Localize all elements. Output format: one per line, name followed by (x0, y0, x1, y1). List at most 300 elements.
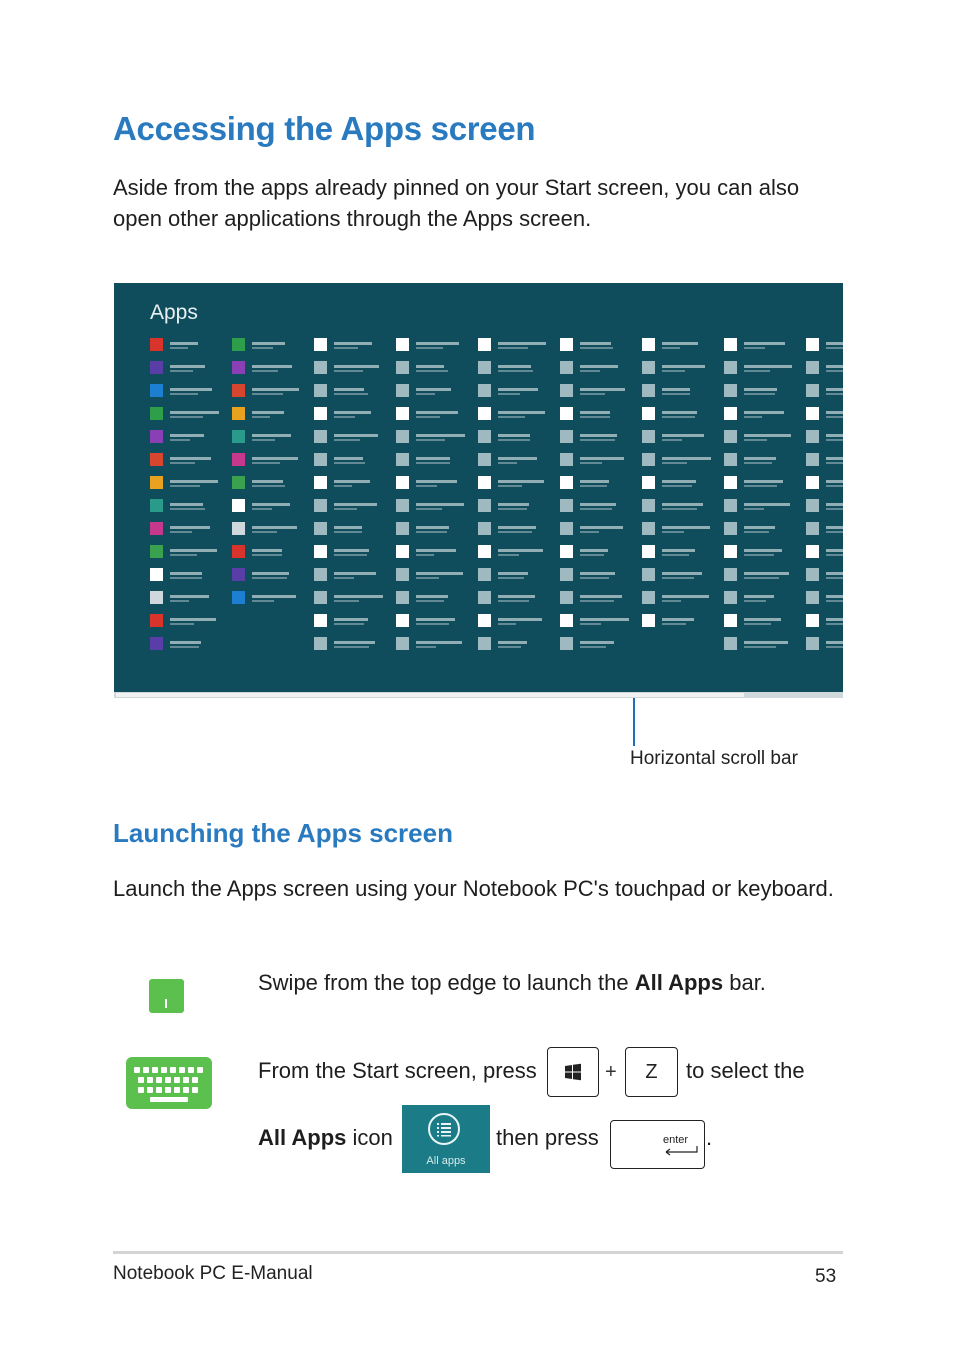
app-list-item[interactable] (150, 591, 230, 605)
app-list-item[interactable] (806, 407, 843, 421)
app-icon (806, 384, 819, 397)
app-icon (806, 614, 819, 627)
app-icon (642, 453, 655, 466)
app-list-item[interactable] (560, 591, 640, 605)
app-icon (806, 407, 819, 420)
app-list-item[interactable] (314, 591, 394, 605)
app-icon (806, 453, 819, 466)
app-list-item[interactable] (314, 545, 394, 559)
app-icon (478, 591, 491, 604)
app-icon (150, 637, 163, 650)
app-icon (150, 407, 163, 420)
app-icon (232, 407, 245, 420)
horizontal-scroll-bar[interactable] (114, 692, 843, 698)
keyboard-key-glyph (147, 1077, 153, 1083)
app-list-item[interactable] (560, 476, 640, 490)
enter-key (610, 1120, 705, 1169)
app-icon (724, 476, 737, 489)
app-list-item[interactable] (724, 453, 804, 467)
app-list-item[interactable] (806, 591, 843, 605)
app-icon (314, 591, 327, 604)
touchpad-gesture-icon (149, 979, 184, 1013)
app-icon (232, 591, 245, 604)
app-list-item[interactable] (806, 338, 843, 352)
app-list-item[interactable] (478, 545, 558, 559)
touchpad-instruction (258, 970, 766, 996)
keyboard-key-glyph (161, 1067, 167, 1073)
apps-screen-heading: Apps (150, 301, 198, 324)
app-icon (150, 568, 163, 581)
app-icon (806, 568, 819, 581)
keyboard-key-glyph (147, 1087, 153, 1093)
app-icon (560, 430, 573, 443)
app-icon (314, 568, 327, 581)
app-list-item[interactable] (232, 338, 312, 352)
app-icon (560, 568, 573, 581)
section-paragraph: Launch the Apps screen using your Notebook PC's touchpad or keyboard. (113, 876, 834, 901)
app-list-item[interactable] (642, 476, 722, 490)
app-list-item[interactable] (478, 407, 558, 421)
app-icon (232, 453, 245, 466)
app-list-item[interactable] (806, 384, 843, 398)
app-icon (232, 568, 245, 581)
app-icon (724, 338, 737, 351)
app-icon (478, 522, 491, 535)
app-icon (642, 499, 655, 512)
icon-word: icon (346, 1125, 393, 1150)
app-icon (314, 384, 327, 397)
app-list-item[interactable] (560, 361, 640, 375)
app-icon (314, 453, 327, 466)
app-list-item[interactable] (560, 338, 640, 352)
page-title: Accessing the Apps screen (113, 110, 536, 147)
enter-key-label: enter (663, 1134, 689, 1146)
keyboard-key-glyph (192, 1077, 198, 1083)
app-icon (396, 361, 409, 374)
touchpad-text-bold: All Apps (634, 970, 724, 995)
app-icon (560, 338, 573, 351)
app-list-item[interactable] (150, 545, 230, 559)
app-list-item[interactable] (232, 384, 312, 398)
app-icon (724, 407, 737, 420)
app-list-item[interactable] (642, 384, 722, 398)
app-list-item[interactable] (724, 522, 804, 536)
app-icon (724, 499, 737, 512)
app-list-item[interactable] (232, 545, 312, 559)
app-icon (478, 338, 491, 351)
app-icon (150, 453, 163, 466)
windows-logo-icon (564, 1063, 582, 1081)
app-icon (314, 430, 327, 443)
app-list-item[interactable] (314, 384, 394, 398)
app-icon (232, 522, 245, 535)
keyboard-key-glyph (174, 1077, 180, 1083)
touchpad-text-after: bar. (723, 970, 766, 995)
app-list-item[interactable] (806, 430, 843, 444)
plus-sign: + (605, 1061, 617, 1083)
windows-key (547, 1047, 599, 1097)
app-list-item[interactable] (478, 338, 558, 352)
all-apps-tile-label: All apps (426, 1155, 466, 1167)
app-list-item[interactable] (642, 545, 722, 559)
app-icon (642, 545, 655, 558)
scroll-bar-thumb[interactable] (116, 693, 744, 697)
app-list-item[interactable] (150, 637, 230, 651)
app-list-item[interactable] (806, 453, 843, 467)
app-icon (478, 499, 491, 512)
app-list-item[interactable] (232, 499, 312, 513)
app-list-item[interactable] (232, 476, 312, 490)
app-icon (314, 361, 327, 374)
app-list-item[interactable] (806, 361, 843, 375)
app-list-item[interactable] (560, 407, 640, 421)
app-list-item[interactable] (150, 568, 230, 582)
keyboard-icon (126, 1057, 212, 1109)
app-icon (806, 476, 819, 489)
then-press-text: then press (496, 1125, 599, 1150)
app-icon (232, 499, 245, 512)
app-list-item[interactable] (478, 361, 558, 375)
app-icon (314, 476, 327, 489)
keyboard-key-glyph (156, 1087, 162, 1093)
app-list-item[interactable] (396, 453, 476, 467)
app-icon (724, 568, 737, 581)
app-list-item[interactable] (314, 614, 394, 628)
app-list-item[interactable] (724, 361, 804, 375)
app-icon (232, 545, 245, 558)
app-icon (478, 614, 491, 627)
app-icon (560, 614, 573, 627)
app-list-item[interactable] (806, 545, 843, 559)
app-list-item[interactable] (642, 614, 722, 628)
app-icon (560, 545, 573, 558)
app-list-item[interactable] (396, 338, 476, 352)
app-icon (478, 361, 491, 374)
apps-screen-screenshot (114, 283, 843, 698)
keyboard-text-after: to select the (686, 1058, 805, 1083)
app-list-item[interactable] (724, 338, 804, 352)
z-key-label: Z (645, 1060, 658, 1083)
app-list-item[interactable] (642, 499, 722, 513)
keyboard-key-glyph (165, 1087, 171, 1093)
app-icon (314, 637, 327, 650)
app-list-item[interactable] (478, 614, 558, 628)
app-icon (806, 522, 819, 535)
app-icon (396, 637, 409, 650)
app-list-item[interactable] (396, 637, 476, 651)
app-list-item[interactable] (314, 453, 394, 467)
app-list-item[interactable] (232, 361, 312, 375)
app-list-item[interactable] (150, 407, 230, 421)
app-icon (396, 384, 409, 397)
app-list-item[interactable] (642, 522, 722, 536)
app-list-item[interactable] (478, 476, 558, 490)
app-list-item[interactable] (560, 522, 640, 536)
app-icon (642, 407, 655, 420)
app-icon (642, 430, 655, 443)
app-list-item[interactable] (314, 338, 394, 352)
app-icon (232, 476, 245, 489)
keyboard-key-glyph (183, 1077, 189, 1083)
intro-paragraph: Aside from the apps already pinned on your Start screen, you can also open other applications through the Apps screen. (113, 175, 800, 231)
keyboard-spacebar-glyph (150, 1097, 188, 1102)
app-icon (396, 591, 409, 604)
keyboard-key-glyph (192, 1087, 198, 1093)
app-icon (478, 407, 491, 420)
keyboard-key-glyph (197, 1067, 203, 1073)
app-icon (806, 545, 819, 558)
app-list-item[interactable] (150, 384, 230, 398)
app-list-item[interactable] (314, 522, 394, 536)
app-icon (560, 476, 573, 489)
app-icon (642, 591, 655, 604)
app-list-item[interactable] (478, 453, 558, 467)
app-list-item[interactable] (396, 614, 476, 628)
app-list-item[interactable] (478, 637, 558, 651)
app-icon (396, 430, 409, 443)
app-list-item[interactable] (396, 522, 476, 536)
all-apps-bold: All Apps (258, 1125, 347, 1150)
footer-page-number: 53 (815, 1266, 837, 1287)
app-list-item[interactable] (150, 430, 230, 444)
app-list-item[interactable] (314, 499, 394, 513)
app-list-item[interactable] (724, 384, 804, 398)
enter-arrow-icon (663, 1146, 699, 1156)
app-list-item[interactable] (806, 499, 843, 513)
app-icon (724, 614, 737, 627)
app-list-item[interactable] (478, 499, 558, 513)
app-list-item[interactable] (642, 591, 722, 605)
app-list-item[interactable] (232, 430, 312, 444)
app-list-item[interactable] (150, 614, 230, 628)
app-icon (150, 361, 163, 374)
keyboard-key-glyph (138, 1077, 144, 1083)
app-list-item[interactable] (232, 568, 312, 582)
app-icon (560, 384, 573, 397)
app-icon (396, 614, 409, 627)
app-list-item[interactable] (642, 568, 722, 582)
app-list-item[interactable] (150, 338, 230, 352)
app-list-item[interactable] (232, 591, 312, 605)
app-list-item[interactable] (314, 430, 394, 444)
app-icon (150, 545, 163, 558)
app-icon (150, 384, 163, 397)
app-list-item[interactable] (396, 591, 476, 605)
app-list-item[interactable] (314, 637, 394, 651)
app-list-item[interactable] (806, 614, 843, 628)
app-list-item[interactable] (806, 476, 843, 490)
all-apps-tile[interactable] (402, 1105, 490, 1173)
app-icon (150, 591, 163, 604)
app-icon (314, 614, 327, 627)
app-list-item[interactable] (150, 361, 230, 375)
app-icon (724, 522, 737, 535)
app-icon (642, 522, 655, 535)
app-list-item[interactable] (724, 476, 804, 490)
app-icon (560, 591, 573, 604)
app-icon (724, 361, 737, 374)
app-icon (396, 476, 409, 489)
app-list-item[interactable] (478, 384, 558, 398)
app-list-item[interactable] (314, 476, 394, 490)
app-icon (806, 430, 819, 443)
app-list-item[interactable] (724, 430, 804, 444)
app-list-item[interactable] (314, 407, 394, 421)
app-icon (724, 453, 737, 466)
app-list-item[interactable] (724, 407, 804, 421)
app-list-item[interactable] (724, 591, 804, 605)
app-list-item[interactable] (478, 522, 558, 536)
keyboard-key-glyph (170, 1067, 176, 1073)
app-icon (806, 338, 819, 351)
app-list-item[interactable] (396, 407, 476, 421)
all-apps-icon-text (258, 1125, 393, 1151)
app-list-item[interactable] (396, 384, 476, 398)
app-icon (724, 591, 737, 604)
app-icon (560, 407, 573, 420)
app-list-item[interactable] (724, 637, 804, 651)
app-icon (560, 453, 573, 466)
app-icon (806, 361, 819, 374)
app-icon (396, 453, 409, 466)
app-list-item[interactable] (560, 430, 640, 444)
app-list-item[interactable] (560, 545, 640, 559)
keyboard-key-glyph (134, 1067, 140, 1073)
keyboard-key-glyph (188, 1067, 194, 1073)
app-list-item[interactable] (314, 361, 394, 375)
app-list-item[interactable] (478, 568, 558, 582)
app-icon (396, 568, 409, 581)
app-list-item[interactable] (232, 453, 312, 467)
app-icon (642, 361, 655, 374)
app-list-item[interactable] (478, 591, 558, 605)
app-list-item[interactable] (724, 545, 804, 559)
keyboard-key-glyph (179, 1067, 185, 1073)
app-icon (724, 384, 737, 397)
app-icon (806, 499, 819, 512)
app-list-item[interactable] (232, 522, 312, 536)
period: . (706, 1125, 713, 1150)
keyboard-key-glyph (138, 1087, 144, 1093)
app-icon (560, 361, 573, 374)
scroll-bar-callout: Horizontal scroll bar (630, 748, 798, 769)
app-list-item[interactable] (478, 430, 558, 444)
z-key (625, 1047, 678, 1097)
app-list-item[interactable] (642, 361, 722, 375)
app-icon (150, 499, 163, 512)
keyboard-key-glyph (183, 1087, 189, 1093)
app-icon (314, 407, 327, 420)
app-icon (232, 338, 245, 351)
app-list-item[interactable] (724, 499, 804, 513)
footer-manual-title: Notebook PC E-Manual (113, 1263, 313, 1284)
keyboard-key-glyph (156, 1077, 162, 1083)
app-icon (396, 338, 409, 351)
app-icon (150, 614, 163, 627)
app-list-item[interactable] (396, 476, 476, 490)
app-icon (314, 338, 327, 351)
app-list-item[interactable] (560, 637, 640, 651)
app-list-item[interactable] (150, 453, 230, 467)
app-list-item[interactable] (396, 545, 476, 559)
app-list-item[interactable] (314, 568, 394, 582)
keyboard-key-glyph (174, 1087, 180, 1093)
app-list-item[interactable] (560, 384, 640, 398)
app-icon (560, 637, 573, 650)
app-list-item[interactable] (642, 407, 722, 421)
app-list-item[interactable] (396, 568, 476, 582)
app-icon (232, 430, 245, 443)
app-icon (232, 384, 245, 397)
app-list-item[interactable] (396, 499, 476, 513)
app-icon (724, 545, 737, 558)
app-list-item[interactable] (642, 453, 722, 467)
keyboard-text-before: From the Start screen, press (258, 1058, 537, 1083)
app-icon (478, 637, 491, 650)
keyboard-key-glyph (143, 1067, 149, 1073)
app-list-item[interactable] (560, 614, 640, 628)
app-icon (478, 430, 491, 443)
app-list-item[interactable] (642, 338, 722, 352)
app-list-item[interactable] (724, 568, 804, 582)
app-icon (642, 476, 655, 489)
app-list-item[interactable] (560, 453, 640, 467)
app-icon (396, 499, 409, 512)
app-icon (150, 338, 163, 351)
app-icon (396, 407, 409, 420)
app-list-item[interactable] (806, 637, 843, 651)
app-icon (478, 568, 491, 581)
app-icon (642, 338, 655, 351)
app-list-item[interactable] (150, 476, 230, 490)
app-icon (724, 637, 737, 650)
app-icon (150, 476, 163, 489)
app-list-item[interactable] (806, 568, 843, 582)
all-apps-list-icon (428, 1113, 460, 1145)
app-icon (478, 476, 491, 489)
app-icon (314, 499, 327, 512)
app-icon (396, 545, 409, 558)
keyboard-key-glyph (165, 1077, 171, 1083)
app-list-item[interactable] (560, 499, 640, 513)
app-list-item[interactable] (150, 499, 230, 513)
app-icon (396, 522, 409, 535)
app-list-item[interactable] (396, 361, 476, 375)
app-list-item[interactable] (232, 407, 312, 421)
app-icon (560, 522, 573, 535)
app-icon (724, 430, 737, 443)
footer-rule (113, 1251, 843, 1254)
app-list-item[interactable] (642, 430, 722, 444)
touchpad-text-before: Swipe from the top edge to launch the (258, 970, 635, 995)
app-icon (642, 384, 655, 397)
app-list-item[interactable] (806, 522, 843, 536)
app-icon (314, 545, 327, 558)
app-list-item[interactable] (560, 568, 640, 582)
app-icon (150, 430, 163, 443)
keyboard-key-glyph (152, 1067, 158, 1073)
app-list-item[interactable] (396, 430, 476, 444)
app-icon (560, 499, 573, 512)
app-icon (150, 522, 163, 535)
app-list-item[interactable] (150, 522, 230, 536)
app-icon (232, 361, 245, 374)
app-icon (478, 384, 491, 397)
app-icon (642, 568, 655, 581)
app-list-item[interactable] (724, 614, 804, 628)
app-icon (806, 591, 819, 604)
app-icon (478, 545, 491, 558)
